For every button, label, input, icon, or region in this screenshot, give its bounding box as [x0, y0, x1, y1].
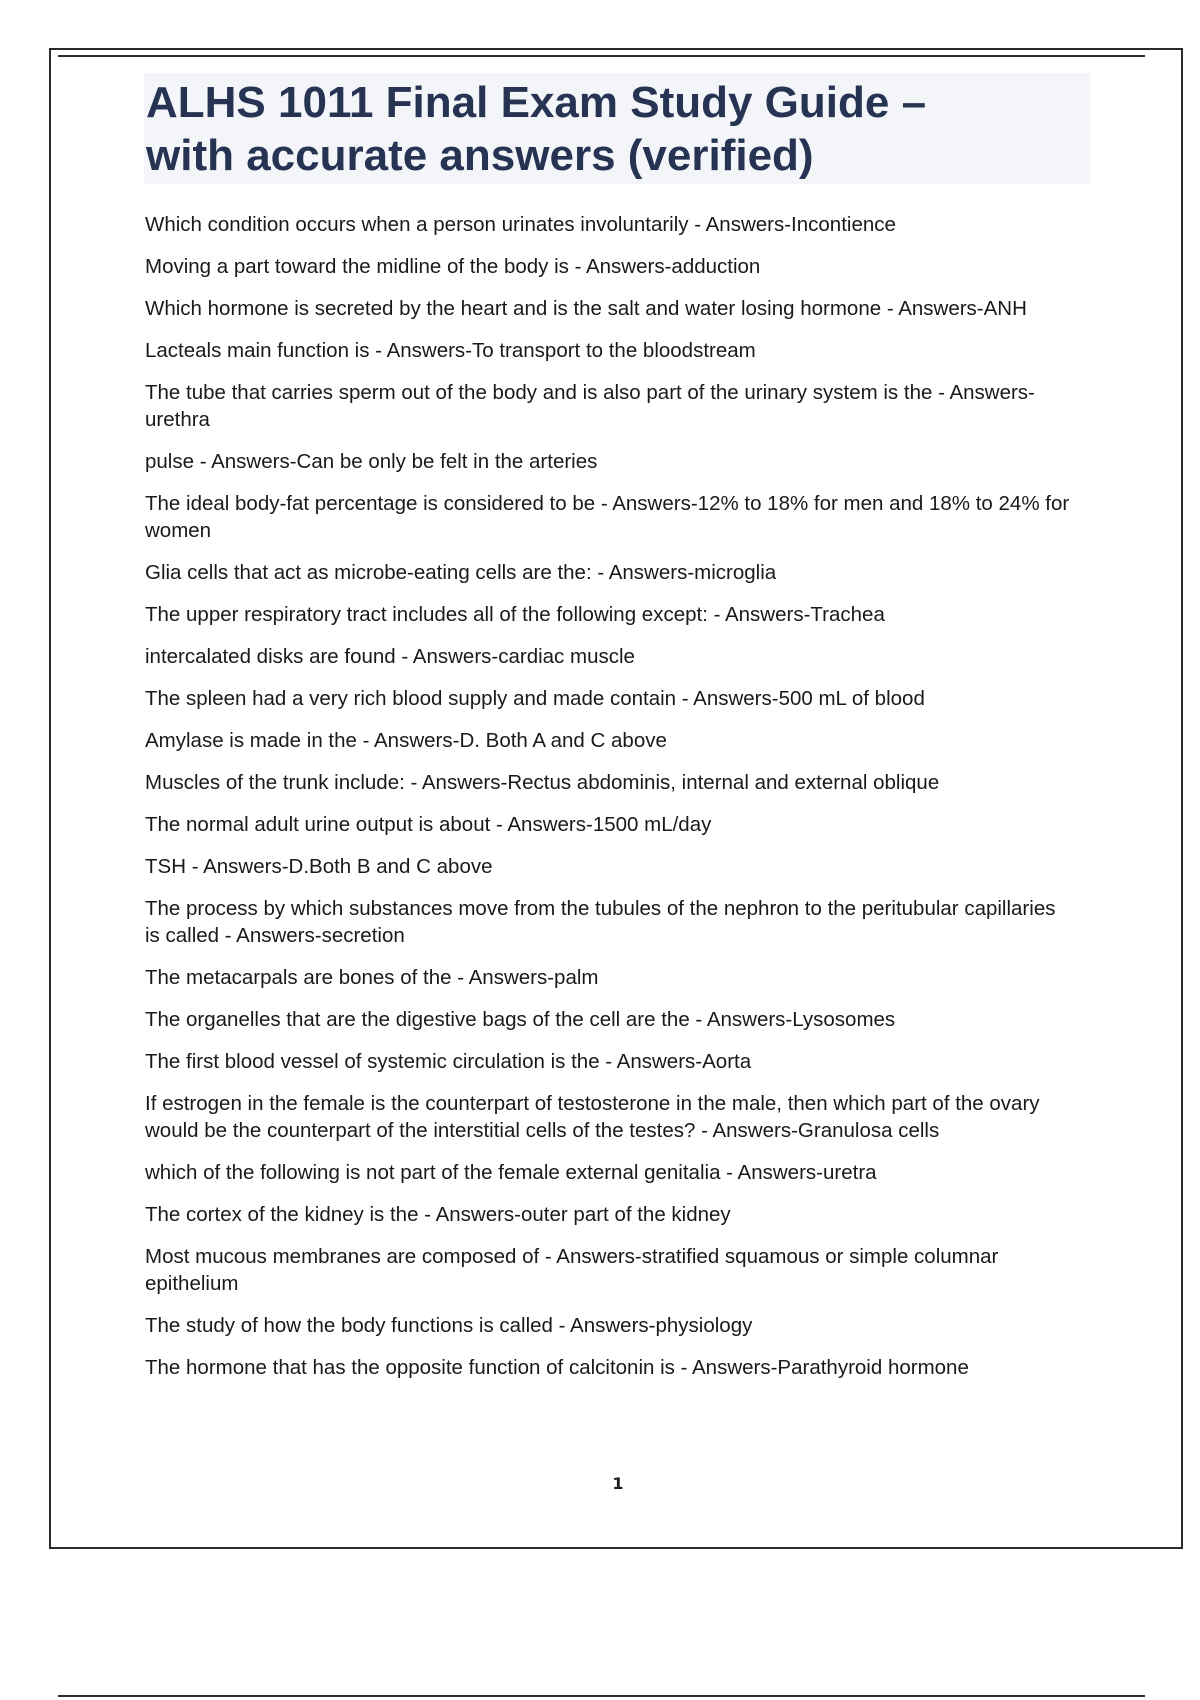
qa-item: The ideal body-fat percentage is considered to be - Answers-12% to 18% for men and 18% to 24% for women	[145, 492, 1070, 542]
qa-item: The first blood vessel of systemic circulation is the - Answers-Aorta	[145, 1050, 752, 1073]
qa-item: intercalated disks are found - Answers-cardiac muscle	[145, 645, 635, 668]
qa-item: Amylase is made in the - Answers-D. Both A and C above	[145, 729, 667, 752]
question-answer-list	[145, 211, 1075, 1396]
qa-item: The normal adult urine output is about - Answers-1500 mL/day	[145, 813, 712, 836]
qa-item: Muscles of the trunk include: - Answers-Rectus abdominis, internal and external oblique	[145, 771, 940, 794]
qa-item: The tube that carries sperm out of the body and is also part of the urinary system is the - Answers-urethra	[145, 381, 1035, 431]
bottom-rule	[58, 1695, 1145, 1697]
qa-item: The study of how the body functions is called - Answers-physiology	[145, 1314, 753, 1337]
qa-item: Lacteals main function is - Answers-To transport to the bloodstream	[145, 339, 756, 362]
title-line-1: ALHS 1011 Final Exam Study Guide –	[146, 78, 927, 127]
page-number: 1	[612, 1474, 624, 1493]
qa-item: Which condition occurs when a person urinates involuntarily - Answers-Incontience	[145, 213, 896, 236]
qa-item: Moving a part toward the midline of the body is - Answers-adduction	[145, 255, 761, 278]
qa-item: TSH - Answers-D.Both B and C above	[145, 855, 493, 878]
qa-item: Most mucous membranes are composed of - Answers-stratified squamous or simple columnar epithelium	[145, 1245, 999, 1295]
qa-item: The hormone that has the opposite function of calcitonin is - Answers-Parathyroid hormone	[145, 1356, 969, 1379]
qa-item: The metacarpals are bones of the - Answers-palm	[145, 966, 599, 989]
qa-item: Which hormone is secreted by the heart and is the salt and water losing hormone - Answers-ANH	[145, 297, 1027, 320]
qa-item: The cortex of the kidney is the - Answers-outer part of the kidney	[145, 1203, 731, 1226]
qa-item: pulse - Answers-Can be only be felt in the arteries	[145, 450, 598, 473]
qa-item: The organelles that are the digestive bags of the cell are the - Answers-Lysosomes	[145, 1008, 896, 1031]
qa-item: The process by which substances move from the tubules of the nephron to the peritubular capillaries is called - Answers-secretion	[145, 897, 1056, 947]
qa-item: Glia cells that act as microbe-eating cells are the: - Answers-microglia	[145, 561, 777, 584]
qa-item: If estrogen in the female is the counterpart of testosterone in the male, then which part of the ovary would be the counterpart of the interstitial cells of the testes? - Answers-Granulosa cells	[145, 1092, 1040, 1142]
title-line-2: with accurate answers (verified)	[146, 131, 814, 180]
document-title	[144, 73, 1090, 184]
qa-item: which of the following is not part of the female external genitalia - Answers-uretra	[145, 1161, 877, 1184]
qa-item: The upper respiratory tract includes all of the following except: - Answers-Trachea	[145, 603, 885, 626]
qa-item: The spleen had a very rich blood supply and made contain - Answers-500 mL of blood	[145, 687, 925, 710]
